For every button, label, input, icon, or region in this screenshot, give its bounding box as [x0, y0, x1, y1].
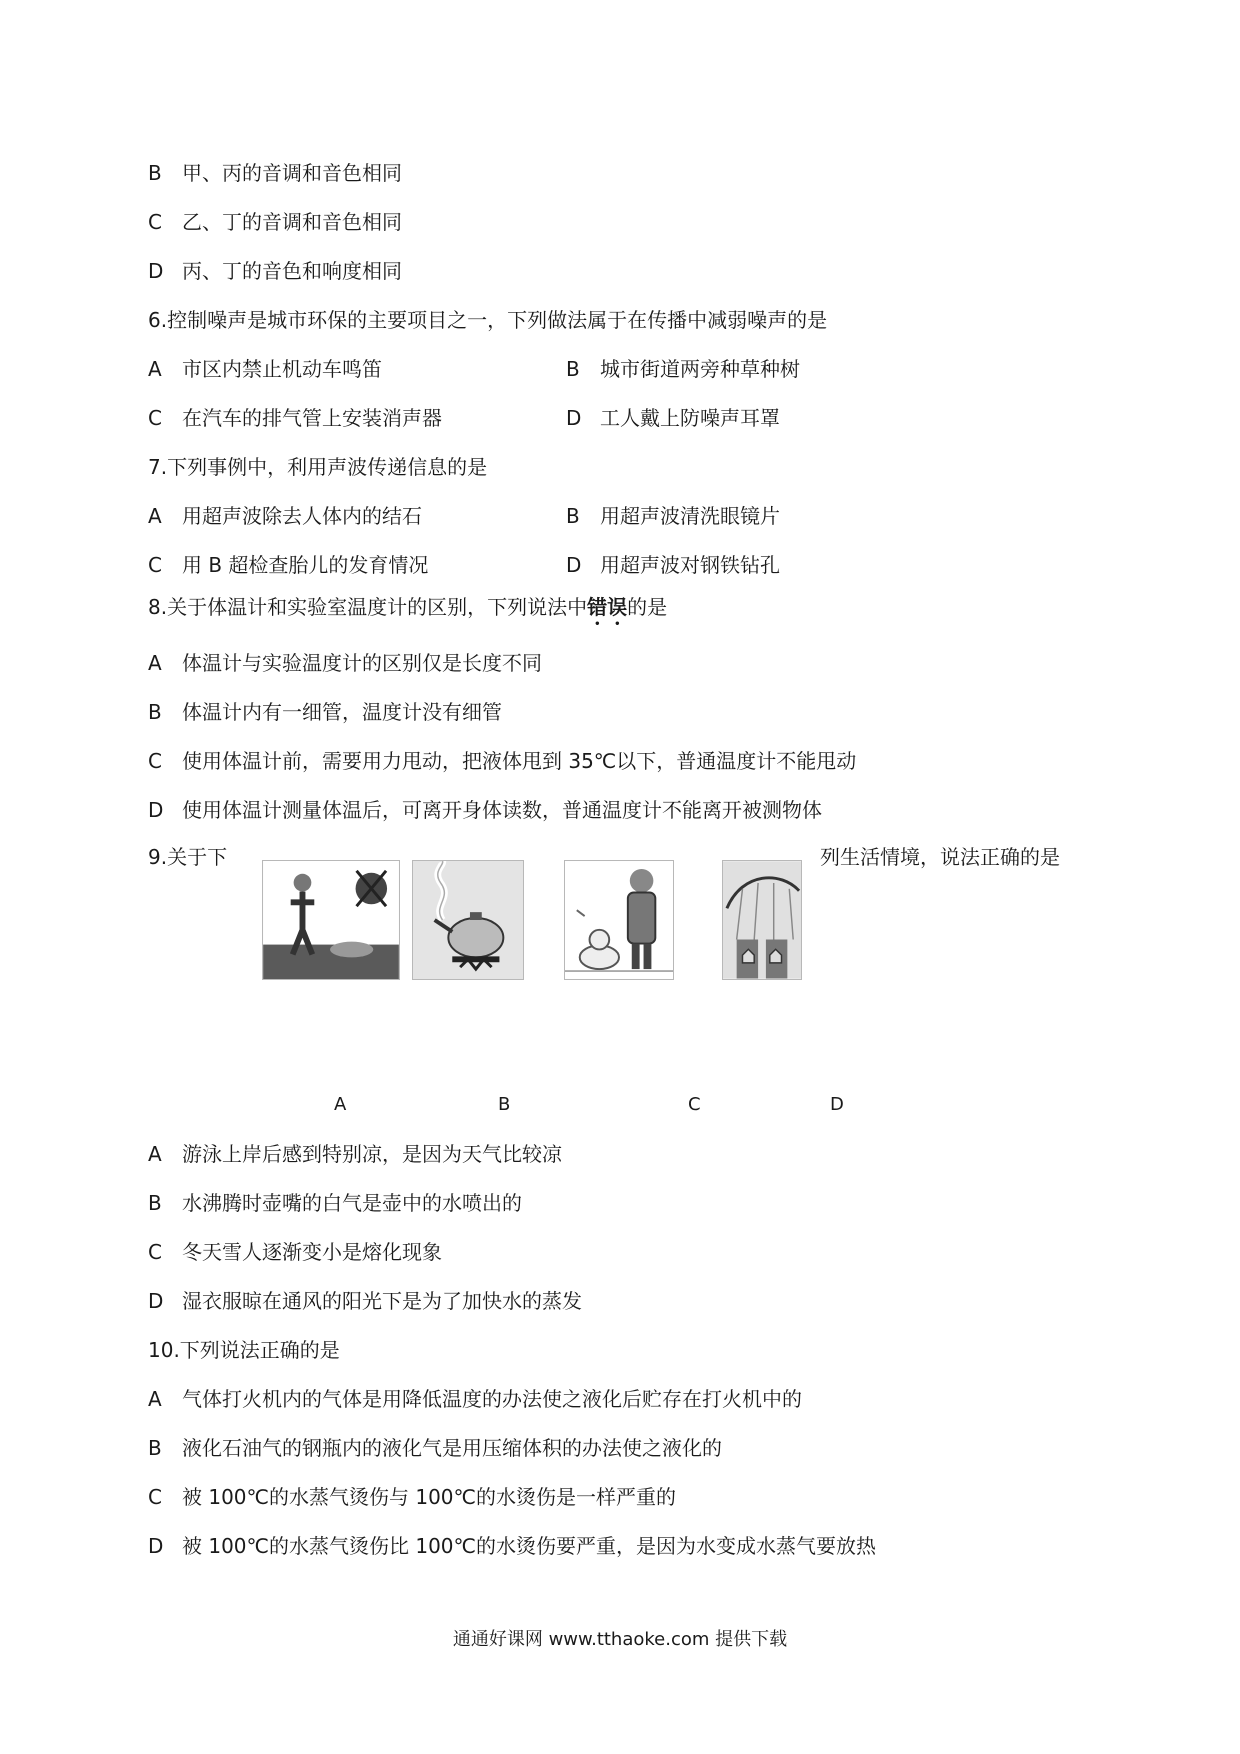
- swimmer-shivering-icon: [263, 861, 399, 979]
- picture-label-a: A: [334, 1094, 347, 1115]
- option-letter: B: [148, 1436, 162, 1460]
- option-text: 冬天雪人逐渐变小是熔化现象: [182, 1240, 442, 1264]
- option-text: 被 100℃的水蒸气烫伤比 100℃的水烫伤要严重，是因为水变成水蒸气要放热: [182, 1534, 876, 1558]
- option-text: 在汽车的排气管上安装消声器: [182, 406, 442, 430]
- q7-option-c: [148, 552, 428, 578]
- q8-stem-end: 的是: [627, 595, 668, 619]
- option-text: 液化石油气的钢瓶内的液化气是用压缩体积的办法使之液化的: [182, 1436, 722, 1460]
- q6-option-a: [148, 356, 382, 382]
- q7-option-a: [148, 503, 422, 529]
- q9-option-b: [148, 1190, 522, 1216]
- option-letter: A: [148, 1387, 162, 1411]
- wet-clothes-sun-icon: [723, 861, 801, 979]
- option-text: 乙、丁的音调和音色相同: [182, 210, 402, 234]
- boiling-kettle-icon: [413, 861, 523, 979]
- q8-option-b: [148, 699, 502, 725]
- option-letter: B: [566, 357, 580, 381]
- option-letter: C: [148, 210, 162, 234]
- q10-stem: 10.下列说法正确的是: [148, 1338, 340, 1362]
- q9-stem-end: 列生活情境，说法正确的是: [820, 845, 1060, 869]
- option-text: 甲、丙的音调和音色相同: [182, 161, 402, 185]
- q6-option-d: [566, 405, 780, 431]
- q8-stem-text: 8.关于体温计和实验室温度计的区别，下列说法中: [148, 595, 588, 619]
- q7-stem: 7.下列事例中，利用声波传递信息的是: [148, 455, 488, 479]
- option-text: 体温计内有一细管，温度计没有细管: [182, 700, 502, 724]
- option-text: 游泳上岸后感到特别凉，是因为天气比较凉: [182, 1142, 562, 1166]
- option-text: 用 B 超检查胎儿的发育情况: [182, 553, 429, 577]
- kettle-picture: [412, 860, 524, 980]
- option-letter: A: [148, 651, 162, 675]
- q8-option-c: [148, 748, 856, 774]
- q6-option-c: [148, 405, 442, 431]
- q7-option-b: [566, 503, 780, 529]
- page-footer: 通通好课网 www.tthaoke.com 提供下载: [452, 1629, 788, 1650]
- option-text: 使用体温计前，需要用力甩动，把液体甩到 35℃以下，普通温度计不能甩动: [182, 749, 857, 773]
- q5-option-b: [148, 160, 402, 186]
- option-letter: C: [148, 553, 162, 577]
- option-letter: A: [148, 357, 162, 381]
- option-text: 使用体温计测量体温后，可离开身体读数，普通温度计不能离开被测物体: [182, 798, 822, 822]
- snowman-picture: [564, 860, 674, 980]
- option-letter: C: [148, 749, 162, 773]
- swimmer-picture: [262, 860, 400, 980]
- option-text: 丙、丁的音色和响度相同: [182, 259, 402, 283]
- option-letter: D: [566, 553, 582, 577]
- option-text: 气体打火机内的气体是用降低温度的办法使之液化后贮存在打火机中的: [182, 1387, 802, 1411]
- option-letter: B: [566, 504, 580, 528]
- option-letter: D: [148, 1289, 164, 1313]
- q9-option-d: [148, 1288, 582, 1314]
- option-text: 水沸腾时壶嘴的白气是壶中的水喷出的: [182, 1191, 522, 1215]
- laundry-picture: [722, 860, 802, 980]
- option-letter: B: [148, 1191, 162, 1215]
- option-text: 用超声波除去人体内的结石: [182, 504, 422, 528]
- option-text: 体温计与实验温度计的区别仅是长度不同: [182, 651, 542, 675]
- picture-label-b: B: [498, 1094, 511, 1115]
- q6-stem: 6.控制噪声是城市环保的主要项目之一，下列做法属于在传播中减弱噪声的是: [148, 308, 828, 332]
- option-text: 用超声波对钢铁钻孔: [600, 553, 780, 577]
- option-letter: D: [566, 406, 582, 430]
- q8-stem: [148, 594, 667, 630]
- option-letter: B: [148, 700, 162, 724]
- option-text: 市区内禁止机动车鸣笛: [182, 357, 382, 381]
- option-letter: C: [148, 1485, 162, 1509]
- option-letter: A: [148, 504, 162, 528]
- option-text: 工人戴上防噪声耳罩: [600, 406, 780, 430]
- q8-option-d: [148, 797, 822, 823]
- q10-option-a: [148, 1386, 802, 1412]
- q8-stem-emphasis: 错误: [587, 595, 628, 619]
- q8-option-a: [148, 650, 542, 676]
- option-text: 湿衣服晾在通风的阳光下是为了加快水的蒸发: [182, 1289, 582, 1313]
- q5-option-c: [148, 209, 402, 235]
- q9-stem-start: 9.关于下: [148, 845, 228, 869]
- option-letter: C: [148, 1240, 162, 1264]
- q10-option-b: [148, 1435, 722, 1461]
- q6-option-b: [566, 356, 800, 382]
- option-letter: D: [148, 798, 164, 822]
- q5-option-d: [148, 258, 402, 284]
- option-text: 城市街道两旁种草种树: [600, 357, 800, 381]
- option-text: 被 100℃的水蒸气烫伤与 100℃的水烫伤是一样严重的: [182, 1485, 676, 1509]
- picture-label-c: C: [688, 1094, 701, 1115]
- picture-label-d: D: [830, 1094, 844, 1115]
- q7-option-d: [566, 552, 780, 578]
- option-letter: B: [148, 161, 162, 185]
- q9-option-a: [148, 1141, 562, 1167]
- option-letter: D: [148, 1534, 164, 1558]
- q10-option-c: [148, 1484, 676, 1510]
- option-letter: C: [148, 406, 162, 430]
- q10-option-d: [148, 1533, 876, 1559]
- q9-option-c: [148, 1239, 442, 1265]
- option-letter: A: [148, 1142, 162, 1166]
- option-letter: D: [148, 259, 164, 283]
- option-text: 用超声波清洗眼镜片: [600, 504, 780, 528]
- snowman-child-icon: [565, 861, 673, 979]
